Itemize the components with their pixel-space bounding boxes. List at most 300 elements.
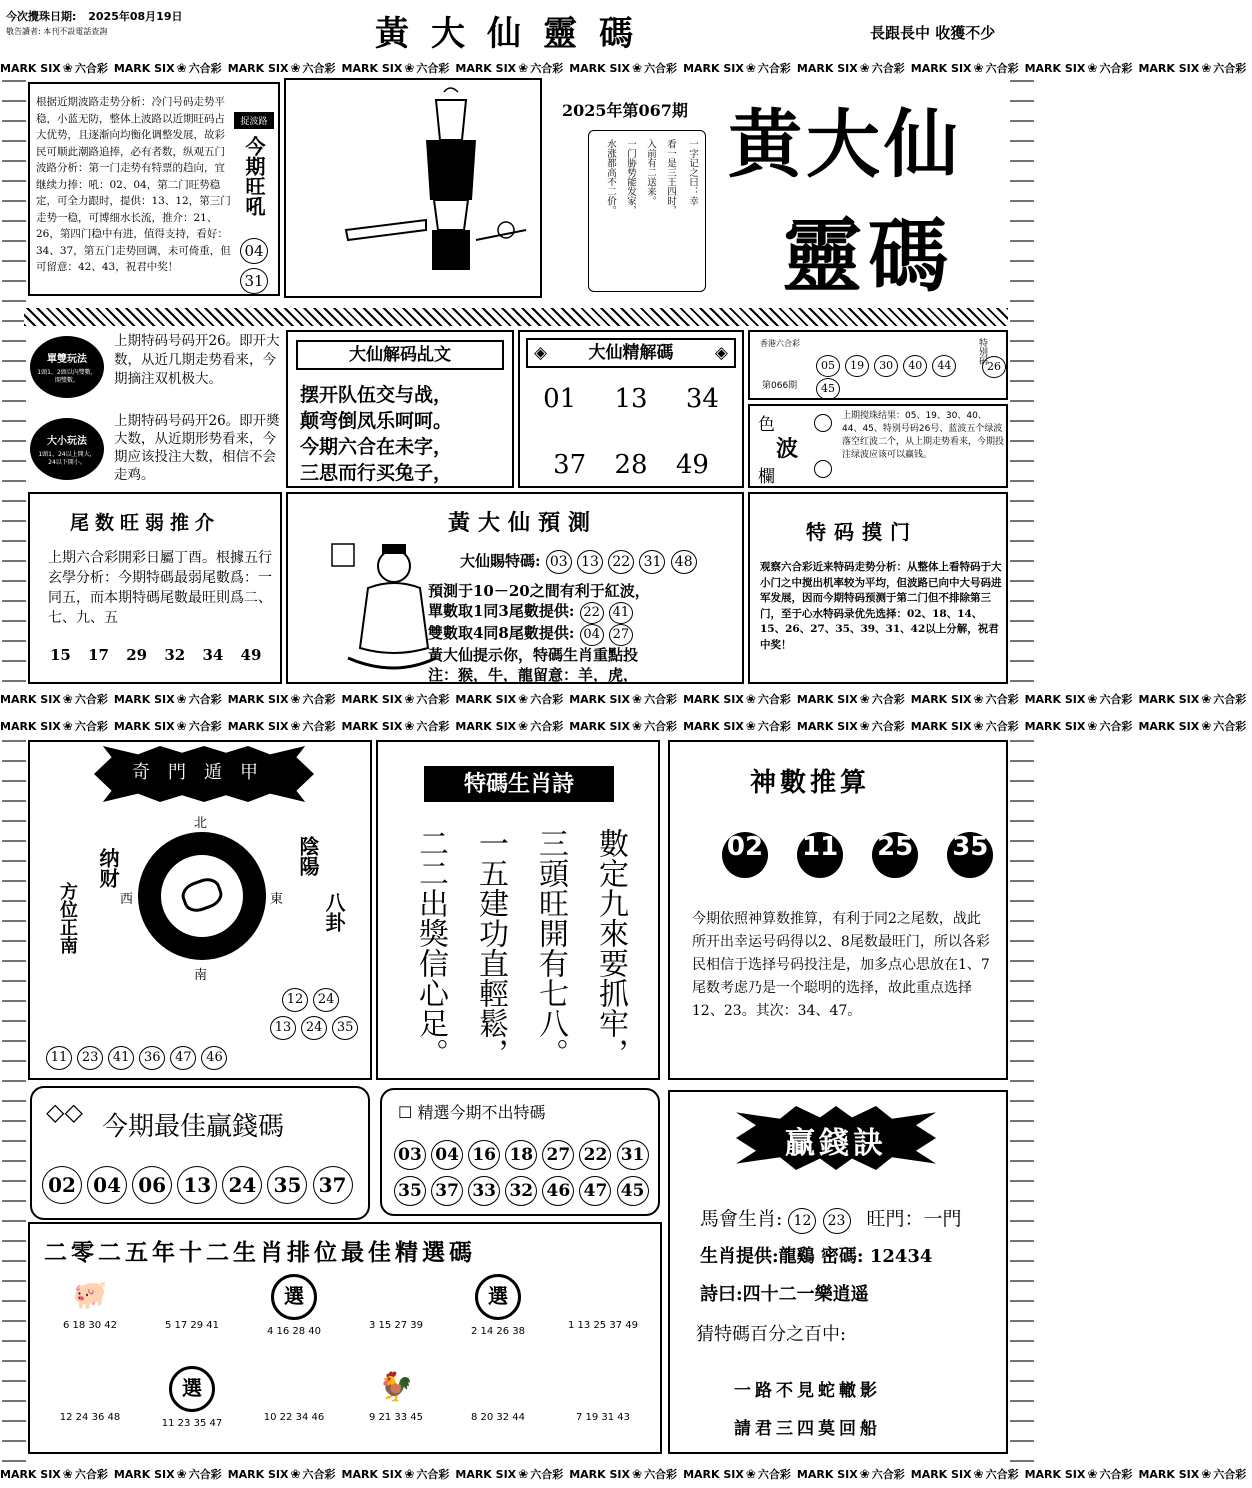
big-title-line2: 靈碼 <box>782 209 954 303</box>
marksix-cn: 六合彩 <box>416 62 450 75</box>
flower-icon: ❀ <box>1087 1467 1098 1481</box>
single-double-text: 上期特码号码开26。即开大数，从近几期走势看来，今期摘注双机极大。 <box>114 333 280 387</box>
hatched-separator <box>24 308 1008 326</box>
page-title: 黃大仙靈碼 <box>375 14 655 54</box>
qimen-ball: 24 <box>301 1016 327 1040</box>
marksix-cn: 六合彩 <box>530 693 564 706</box>
marksix-unit <box>114 716 222 737</box>
issue-scroll <box>588 130 706 292</box>
not-out-title <box>398 1100 545 1123</box>
flower-icon: ❀ <box>62 719 73 733</box>
tail-number: 32 <box>164 646 186 664</box>
marksix-unit <box>455 1464 563 1485</box>
zodiac-cell <box>448 1270 548 1358</box>
marksix-text: MARK SIX <box>683 62 744 75</box>
tail-number: 49 <box>240 646 262 664</box>
zodiac-numbers: 12 24 36 48 <box>59 1412 121 1423</box>
not-out-ball: 45 <box>617 1176 649 1206</box>
marksix-cn: 六合彩 <box>644 1468 678 1481</box>
shenshu-box <box>668 740 1008 1080</box>
result-ball: 05 <box>816 355 840 377</box>
special-label: 特别码 <box>977 338 987 365</box>
zodiac-animal-icon <box>550 1362 656 1412</box>
marksix-unit <box>114 58 222 79</box>
marksix-cn: 六合彩 <box>871 62 905 75</box>
win-line4: 猜特碼百分之百中: <box>696 1324 847 1345</box>
flower-icon: ❀ <box>1201 61 1212 75</box>
marksix-unit <box>0 689 108 710</box>
predict-line2-label: 單數取1同3尾數提供: <box>428 602 575 620</box>
poem-line: 颠弯倒凤乐呵呵。 <box>300 410 453 432</box>
zodiac-poem-col: 數定九來要抓牢， <box>593 828 628 1068</box>
flower-icon: ❀ <box>290 719 301 733</box>
predict-line3 <box>428 622 633 646</box>
precise-row1 <box>520 384 742 414</box>
wave-circle-icon <box>814 414 832 432</box>
marksix-unit <box>911 1464 1019 1485</box>
scroll-line: 一字记之曰：幸 <box>687 139 698 206</box>
not-out-ball: 31 <box>617 1140 649 1170</box>
color-wave-char: 波 <box>776 436 799 462</box>
big-small-badge-small: 1頭1、24以上開大，24以下開小。 <box>38 451 96 466</box>
not-out-ball: 03 <box>394 1140 426 1170</box>
marksix-text: MARK SIX <box>796 720 858 733</box>
marksix-text: MARK SIX <box>569 693 630 706</box>
zodiac12-box <box>28 1222 662 1454</box>
zodiac-animal-icon <box>142 1270 242 1320</box>
zodiac-numbers: 10 22 34 46 <box>263 1412 325 1423</box>
result-ball: 30 <box>874 355 898 377</box>
marksix-cn: 六合彩 <box>644 62 678 75</box>
zodiac-cell <box>550 1362 656 1450</box>
qimen-left2: 方位正南 <box>57 882 78 954</box>
flower-icon: ❀ <box>745 719 756 733</box>
qimen-bottom-nums <box>46 1046 227 1070</box>
diamond-icon: ◇◇ <box>46 1098 83 1126</box>
zodiac-animal-icon <box>550 1270 656 1320</box>
flower-icon: ❀ <box>62 61 73 75</box>
marksix-unit <box>911 58 1019 79</box>
diamond-icon: ◈ <box>534 343 548 363</box>
select-stamp: 選 <box>169 1366 215 1412</box>
wave-analysis-box <box>28 82 280 296</box>
marksix-cn: 六合彩 <box>188 720 222 733</box>
marksix-text: MARK SIX <box>113 693 175 706</box>
not-out-title-text: 精選今期不出特碼 <box>417 1103 546 1122</box>
qimen-ball: 36 <box>139 1046 165 1070</box>
marksix-unit <box>114 1464 222 1485</box>
win-line5: 一路不見蛇轍影 <box>734 1381 881 1401</box>
precise-number: 13 <box>614 384 648 414</box>
qimen-right1: 陰陽 <box>296 836 320 876</box>
gift-ball: 48 <box>671 550 697 574</box>
single-double-block <box>28 328 282 412</box>
flower-icon: ❀ <box>632 719 643 733</box>
best-numbers <box>42 1166 366 1204</box>
precise-title <box>526 338 736 368</box>
zodiac-animal-icon: 🐖 <box>72 1278 108 1311</box>
best-ball: 24 <box>222 1166 262 1204</box>
single-double-badge-title: 單雙玩法 <box>47 354 87 365</box>
tail-title: 尾数旺弱推介 <box>70 512 221 534</box>
marksix-text: MARK SIX <box>1024 62 1086 75</box>
marksix-unit <box>1138 58 1246 79</box>
qimen-box <box>28 740 372 1080</box>
marksix-text: MARK SIX <box>341 1468 403 1481</box>
sage-illustration <box>328 538 438 678</box>
predict-line3-label: 雙數取4同8尾數提供: <box>428 624 575 642</box>
zodiac-numbers: 8 20 32 44 <box>470 1412 526 1423</box>
marksix-text: MARK SIX <box>113 720 175 733</box>
marksix-cn: 六合彩 <box>985 62 1019 75</box>
marksix-text: MARK SIX <box>0 693 61 706</box>
marksix-unit <box>228 1464 336 1485</box>
compass <box>138 832 266 960</box>
tail-number: 34 <box>202 646 224 664</box>
flower-icon: ❀ <box>859 1467 870 1481</box>
checkbox-icon: ☐ <box>398 1103 413 1122</box>
marksix-text: MARK SIX <box>341 62 403 75</box>
select-stamp: 選 <box>475 1274 521 1320</box>
marksix-text: MARK SIX <box>1024 693 1086 706</box>
win-line1-tail: 旺門：一門 <box>866 1208 962 1230</box>
shenshu-ball: 35 <box>947 832 993 878</box>
marksix-text: MARK SIX <box>227 720 289 733</box>
marksix-text: MARK SIX <box>910 693 972 706</box>
header <box>0 0 1034 54</box>
not-out-box <box>380 1088 660 1216</box>
flower-icon: ❀ <box>176 719 187 733</box>
marksix-text: MARK SIX <box>683 693 744 706</box>
tail-text: 上期六合彩開彩日屬丁酉。根據五行玄學分析：今期特碼最弱尾數爲：一同五，而本期特碼尾數最旺則爲二、七、九、五 <box>48 550 272 626</box>
marksix-strip-top <box>0 58 1247 78</box>
big-small-badge <box>30 418 104 480</box>
not-out-ball: 27 <box>542 1140 574 1170</box>
not-out-ball: 16 <box>468 1140 500 1170</box>
flower-icon: ❀ <box>745 61 756 75</box>
marksix-unit <box>683 58 791 79</box>
touch-title: 特码摸门 <box>806 520 918 544</box>
tail-number: 17 <box>88 646 109 664</box>
result-ball: 19 <box>845 355 869 377</box>
predict-title: 黃大仙預測 <box>448 510 599 536</box>
marksix-text: MARK SIX <box>0 720 61 733</box>
marksix-unit <box>569 58 677 79</box>
qimen-ball: 47 <box>170 1046 196 1070</box>
not-out-ball: 46 <box>542 1176 574 1206</box>
flower-icon: ❀ <box>518 1467 529 1481</box>
marksix-text: MARK SIX <box>455 62 517 75</box>
shenshu-ball: 02 <box>722 832 768 878</box>
compass-north: 北 <box>194 816 208 831</box>
flower-icon: ❀ <box>404 719 415 733</box>
flower-icon: ❀ <box>1087 61 1098 75</box>
flower-icon: ❀ <box>1201 692 1212 706</box>
draw-date-value: 2025年08月19日 <box>88 10 183 23</box>
scroll-line: 看一是三王四时， <box>665 139 676 215</box>
wave-analysis-numbers <box>240 238 270 294</box>
marksix-unit <box>1138 689 1246 710</box>
gift-ball: 22 <box>608 550 634 574</box>
marksix-cn: 六合彩 <box>530 62 564 75</box>
marksix-text: MARK SIX <box>0 1468 61 1481</box>
marksix-unit <box>683 716 791 737</box>
marksix-cn: 六合彩 <box>1099 1468 1133 1481</box>
predict-line2 <box>428 600 633 624</box>
marksix-cn: 六合彩 <box>74 1468 108 1481</box>
zodiac-poem-col: 三頭旺開有七八。 <box>533 828 568 1068</box>
tail-number: 15 <box>50 646 71 664</box>
precise-number: 37 <box>553 450 587 480</box>
win-ball: 23 <box>823 1208 851 1234</box>
best-ball: 13 <box>177 1166 217 1204</box>
marksix-cn: 六合彩 <box>188 693 222 706</box>
gift-ball: 03 <box>546 550 572 574</box>
predict-ball: 27 <box>609 624 633 646</box>
wave-analysis-text: 根据近期波路走势分析：冷门号码走势平稳，小蓝无防，整体上波路以近期旺码占大优势，且逐渐向均衡化调整发展，故彩民可顺此潮路追捧，必有者数，纵观五门波路分析：第一门走势有特票的趋向，宜继续力捧：吼：02、04，第二门旺势稳定，可全力跟时，提供：13、12，第三门走势一稳，可博细水长流，推介：21、26，第四门稳中有进，值得支持，看好：34、37，第五门走势回调，未可倚重，但可留意：42、43，祝君中奖！ <box>36 96 231 273</box>
last-result-numbers <box>816 354 976 400</box>
flower-icon: ❀ <box>859 719 870 733</box>
marksix-text: MARK SIX <box>227 62 289 75</box>
color-wave-char: 色 <box>758 415 775 435</box>
marksix-unit <box>455 689 563 710</box>
scroll-line: 入前有二送来。 <box>645 139 656 206</box>
best-title: 今期最佳贏錢碼 <box>102 1112 285 1142</box>
poem-line: 今期六合在未字， <box>300 436 453 458</box>
flower-icon: ❀ <box>404 61 415 75</box>
predict-box <box>286 492 744 684</box>
marksix-unit <box>569 1464 677 1485</box>
flower-icon: ❀ <box>1201 1467 1212 1481</box>
marksix-cn: 六合彩 <box>985 693 1019 706</box>
zodiac-animal-icon <box>244 1362 344 1412</box>
flower-icon: ❀ <box>176 692 187 706</box>
zodiac-cell <box>550 1270 656 1358</box>
not-out-ball: 33 <box>468 1176 500 1206</box>
flower-icon: ❀ <box>745 692 756 706</box>
flower-icon: ❀ <box>632 692 643 706</box>
win-line1-label: 馬會生肖: <box>700 1208 783 1230</box>
header-note: 敬告讀者: 本刊不設電話查詢 <box>6 27 108 36</box>
zodiac-poem-col: 二二出獎信心足。 <box>413 828 448 1068</box>
scroll-line: 水涨都高不二价。 <box>605 139 616 215</box>
best-ball: 06 <box>132 1166 172 1204</box>
qimen-ball: 12 <box>282 988 308 1012</box>
flower-icon: ❀ <box>62 692 73 706</box>
qimen-ball: 11 <box>46 1046 72 1070</box>
precise-title-text: 大仙精解碼 <box>588 343 674 363</box>
flower-icon: ❀ <box>518 61 529 75</box>
marksix-cn: 六合彩 <box>530 720 564 733</box>
marksix-cn: 六合彩 <box>644 693 678 706</box>
predict-ball: 41 <box>609 602 633 624</box>
zodiac-cell <box>142 1270 242 1358</box>
marksix-unit <box>683 689 791 710</box>
flower-icon: ❀ <box>290 1467 301 1481</box>
marksix-text: MARK SIX <box>1024 1468 1086 1481</box>
zodiac-numbers: 9 21 33 45 <box>368 1412 424 1423</box>
compass-south: 南 <box>194 968 208 983</box>
marksix-cn: 六合彩 <box>757 693 791 706</box>
flower-icon: ❀ <box>973 1467 984 1481</box>
last-result-label: 香港六合彩 <box>760 339 800 348</box>
marksix-cn: 六合彩 <box>188 62 222 75</box>
marksix-text: MARK SIX <box>683 1468 744 1481</box>
poem-title <box>296 340 504 370</box>
best-ball: 37 <box>313 1166 353 1204</box>
marksix-unit <box>0 716 108 737</box>
marksix-unit <box>342 689 450 710</box>
predict-line1: 預測于10－20之間有利于紅波， <box>428 582 650 600</box>
marksix-cn: 六合彩 <box>1213 693 1247 706</box>
marksix-text: MARK SIX <box>1138 693 1200 706</box>
flower-icon: ❀ <box>176 61 187 75</box>
incense-image-box <box>284 78 542 298</box>
zodiac-numbers: 11 23 35 47 <box>161 1418 223 1429</box>
predict-gift <box>460 550 744 574</box>
not-out-ball: 22 <box>579 1140 611 1170</box>
qimen-right-nums2 <box>270 1016 358 1040</box>
marksix-text: MARK SIX <box>455 1468 517 1481</box>
big-small-text: 上期特码号码开26。即开奬大数，从近期形势看来，今期应该投注大数，相信不会走鸡。 <box>114 413 280 483</box>
result-ball: 45 <box>816 378 840 400</box>
marksix-text: MARK SIX <box>113 62 175 75</box>
marksix-text: MARK SIX <box>683 720 744 733</box>
marksix-cn: 六合彩 <box>757 62 791 75</box>
marksix-cn: 六合彩 <box>188 1468 222 1481</box>
precise-row2 <box>520 450 742 480</box>
diamond-icon: ◈ <box>714 343 728 363</box>
big-title-line1: 黄大仙 <box>728 102 962 188</box>
qimen-ball: 13 <box>270 1016 296 1040</box>
predict-line5: 注：猴，牛，龍留意：羊，虎， <box>428 666 639 684</box>
marksix-text: MARK SIX <box>796 1468 858 1481</box>
last-result-period: 第066期 <box>762 381 798 391</box>
qimen-ball: 24 <box>313 988 339 1012</box>
marksix-text: MARK SIX <box>569 720 630 733</box>
marksix-unit <box>1138 716 1246 737</box>
marksix-cn: 六合彩 <box>302 62 336 75</box>
issue-label: 2025年第067期 <box>562 101 688 120</box>
color-wave-box <box>748 404 1008 488</box>
zodiac-numbers: 7 19 31 43 <box>575 1412 631 1423</box>
precise-number: 01 <box>543 384 577 414</box>
poem-line: 摆开队伍交与战， <box>300 384 453 406</box>
marksix-strip-mid1 <box>0 689 1247 709</box>
marksix-text: MARK SIX <box>227 693 289 706</box>
marksix-cn: 六合彩 <box>1213 1468 1247 1481</box>
precise-box <box>518 330 744 488</box>
marksix-text: MARK SIX <box>910 1468 972 1481</box>
marksix-text: MARK SIX <box>796 62 858 75</box>
marksix-cn: 六合彩 <box>416 1468 450 1481</box>
win-line2: 生肖提供:龍鷄 密碼: 12434 <box>700 1246 933 1267</box>
zodiac-animal-icon <box>40 1362 140 1412</box>
marksix-unit <box>0 58 108 79</box>
marksix-unit <box>455 716 563 737</box>
marksix-unit <box>1025 58 1133 79</box>
not-out-ball: 37 <box>431 1176 463 1206</box>
flower-icon: ❀ <box>290 692 301 706</box>
marksix-cn: 六合彩 <box>644 720 678 733</box>
not-out-row2 <box>394 1176 649 1206</box>
marksix-text: MARK SIX <box>341 720 403 733</box>
marksix-unit <box>683 1464 791 1485</box>
marksix-unit <box>228 58 336 79</box>
marksix-cn: 六合彩 <box>530 1468 564 1481</box>
header-slogan: 長跟長中 收獲不少 <box>870 24 996 42</box>
wave-number: 04 <box>240 238 268 264</box>
marksix-cn: 六合彩 <box>74 720 108 733</box>
zodiac12-grid <box>30 1270 660 1452</box>
marksix-cn: 六合彩 <box>302 720 336 733</box>
marksix-text: MARK SIX <box>455 693 517 706</box>
color-wave-char: 欄 <box>758 467 775 487</box>
marksix-text: MARK SIX <box>1138 62 1200 75</box>
predict-ball: 22 <box>580 602 604 624</box>
best-ball: 04 <box>87 1166 127 1204</box>
qimen-right-nums1 <box>282 988 339 1012</box>
poem-line: 三思而行买兔子， <box>300 462 453 484</box>
touch-text: 观察六合彩近来特码走势分析：从整体上看特码于大小门之中搅出机率较为平均，但波路已向中大号码进军发展，因而今期特码预测于第二门但不排除第三门，至于心水特码录优先选择：02、18、14、15、26、27、35、39、31、42以上分解，祝君中奖！ <box>760 561 1002 651</box>
qimen-ball: 41 <box>108 1046 134 1070</box>
result-ball: 44 <box>932 355 956 377</box>
zodiac-cell <box>244 1270 344 1358</box>
gift-ball: 13 <box>577 550 603 574</box>
shenshu-text: 今期依照神算数推算，有利于同2之尾数，战此所开出幸运号码得以2、8尾数最旺门，所以各彩民相信于选择号码投注是，加多点心思放在1、7尾数考虑乃是一个聪明的选择，故此重点选择12、23。其次：34、47。 <box>692 911 990 1019</box>
win-ball: 12 <box>788 1208 816 1234</box>
poem-title-text: 大仙解码乩文 <box>349 345 451 365</box>
draw-date-label: 今次攪珠日期: <box>6 10 77 23</box>
best-ball: 35 <box>267 1166 307 1204</box>
zodiac-cell <box>40 1270 140 1358</box>
wave-analysis-vertical: 今期旺吼 <box>242 136 266 216</box>
best-box <box>30 1086 370 1220</box>
not-out-row1 <box>394 1140 649 1170</box>
qimen-right2: 八卦 <box>322 892 346 932</box>
qimen-ball: 23 <box>77 1046 103 1070</box>
marksix-cn: 六合彩 <box>416 720 450 733</box>
marksix-text: MARK SIX <box>113 1468 175 1481</box>
flower-icon: ❀ <box>176 1467 187 1481</box>
marksix-side-left-bottom <box>2 740 26 1464</box>
draw-date <box>6 8 182 24</box>
marksix-unit <box>342 1464 450 1485</box>
marksix-unit <box>911 689 1019 710</box>
not-out-ball: 04 <box>431 1140 463 1170</box>
marksix-text: MARK SIX <box>796 693 858 706</box>
marksix-text: MARK SIX <box>0 62 61 75</box>
incense-burner-illustration <box>286 80 540 296</box>
precise-number: 49 <box>675 450 709 480</box>
marksix-unit <box>342 716 450 737</box>
marksix-cn: 六合彩 <box>1099 720 1133 733</box>
predict-line4: 黃大仙提示你，特碼生肖重點投 <box>428 646 639 664</box>
marksix-cn: 六合彩 <box>1213 62 1247 75</box>
zodiac-cell <box>346 1270 446 1358</box>
select-stamp: 選 <box>271 1274 317 1320</box>
zodiac12-title: 二零二五年十二生肖排位最佳精選碼 <box>44 1239 476 1266</box>
tail-numbers <box>44 646 274 664</box>
marksix-text: MARK SIX <box>1138 720 1200 733</box>
marksix-cn: 六合彩 <box>985 1468 1019 1481</box>
flower-icon: ❀ <box>632 1467 643 1481</box>
flower-icon: ❀ <box>404 1467 415 1481</box>
marksix-unit <box>1138 1464 1246 1485</box>
marksix-unit <box>228 689 336 710</box>
marksix-side-left-top <box>2 80 26 690</box>
zodiac-poem-col: 一五建功直輕鬆， <box>473 828 508 1068</box>
